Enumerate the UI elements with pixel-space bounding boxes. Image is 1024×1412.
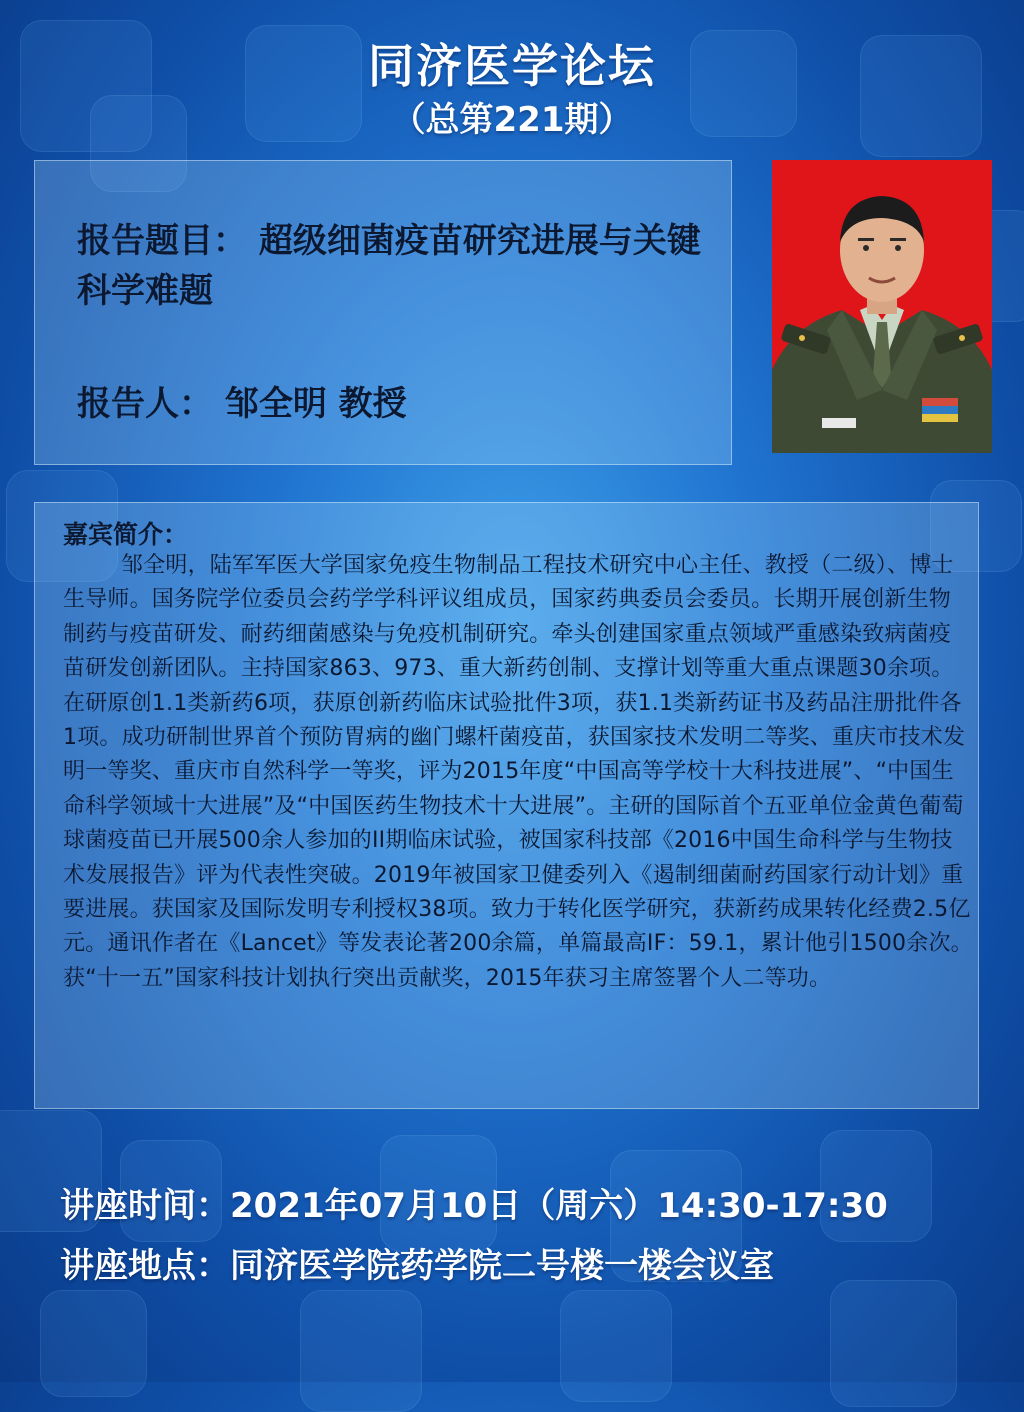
forum-title: 同济医学论坛 [368, 39, 656, 93]
speaker-portrait-illustration [772, 160, 992, 453]
bio-heading: 嘉宾简介： [63, 520, 189, 549]
forum-issue: （总第221期） [391, 100, 633, 140]
report-topic: 报告题目： 超级细菌疫苗研究进展与关键科学难题 [77, 221, 701, 311]
background-tile [830, 1280, 957, 1407]
guest-bio-panel [34, 502, 979, 1109]
lecture-location: 讲座地点：同济医学院药学院二号楼一楼会议室 [60, 1246, 774, 1286]
background-tile [300, 1290, 422, 1412]
speaker-photo [772, 160, 992, 453]
report-speaker: 报告人： 邹全明 教授 [77, 384, 407, 424]
background-tile [40, 1290, 147, 1397]
report-info-panel [34, 160, 732, 465]
lecture-time: 讲座时间：2021年07月10日（周六）14:30-17:30 [60, 1186, 888, 1226]
background-tile [560, 1290, 672, 1402]
bio-text: 邹全明，陆军军医大学国家免疫生物制品工程技术研究中心主任、教授（二级）、博士生导师。国务院学位委员会药学学科评议组成员，国家药典委员会委员。长期开展创新生物制药与疫苗研发、耐药细菌感染与免疫机制研究。牵头创建国家重点领域严重感染致病菌疫苗研发创新团队。主持国家863、973、重大新药创制、支撑计划等重大重点课题30余项。在研原创1.1类新药6项，获原创新药临床试验批件3项，获1.1类新药证书及药品注册批件各1项。成功研制世界首个预防胃病的幽门螺杆菌疫苗，获国家技术发明二等奖、重庆市技术发明一等奖、重庆市自然科学一等奖，评为2015年度“中国高等学校十大科技进展”、“中国生命科学领域十大进展”及“中国医药生物技术十大进展”。主研的国际首个五亚单位金黄色葡萄球菌疫苗已开展500余人参加的II期临床试验，被国家科技部《2016中国生命科学与生物技术发展报告》评为代表性突破。2019年被国家卫健委列入《遏制细菌耐药国家行动计划》重要进展。获国家及国际发明专利授权38项。致力于转化医学研究，获新药成果转化经费2.5亿元。通讯作者在《Lancet》等发表论著200余篇，单篇最高IF：59.1，累计他引1500余次。获“十一五”国家科技计划执行突出贡献奖，2015年获习主席签署个人二等功。 [63, 553, 973, 991]
